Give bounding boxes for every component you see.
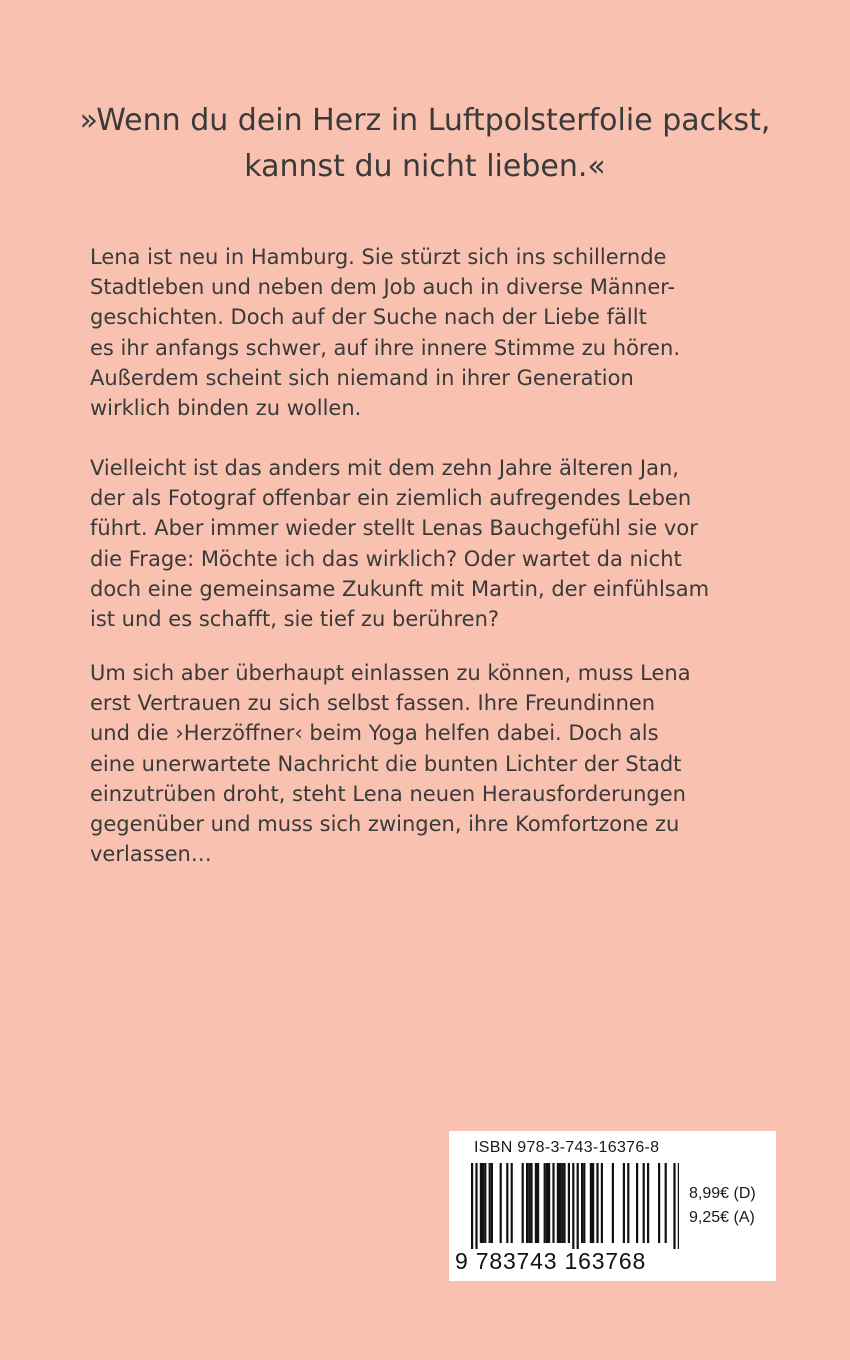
- blurb-line: Stadtleben und neben dem Job auch in diverse Männer-: [90, 275, 676, 300]
- blurb-line: der als Fotograf offenbar ein ziemlich aufregendes Leben: [90, 486, 692, 511]
- blurb-line: erst Vertrauen zu sich selbst fassen. Ihre Freundinnen: [90, 691, 656, 716]
- isbn-label: ISBN 978-3-743-16376-8: [474, 1139, 660, 1156]
- barcode-bar: [601, 1163, 603, 1243]
- barcode-bar: [491, 1163, 493, 1243]
- barcode-bar: [612, 1163, 614, 1243]
- barcode-bar: [678, 1163, 679, 1249]
- barcode-bar: [643, 1163, 645, 1243]
- barcode-bar: [530, 1163, 532, 1243]
- barcode-bar: [480, 1163, 482, 1243]
- price-germany: 8,99€ (D): [689, 1185, 756, 1202]
- barcode-bars: [469, 1163, 679, 1249]
- blurb-line: Um sich aber überhaupt einlassen zu können, muss Lena: [90, 661, 691, 685]
- tagline-quote: [60, 98, 790, 190]
- barcode-bar: [592, 1163, 594, 1243]
- barcode-graphic: [469, 1163, 679, 1249]
- blurb-line: einzutrüben droht, steht Lena neuen Herausforderungen: [90, 781, 686, 806]
- blurb-line: führt. Aber immer wieder stellt Lenas Bauchgefühl sie vor: [90, 516, 698, 541]
- barcode-bar: [522, 1163, 524, 1243]
- barcode-bar: [526, 1163, 528, 1243]
- barcode-bar: [590, 1163, 592, 1243]
- blurb-line: geschichten. Doch auf der Suche nach der Liebe fällt: [90, 305, 647, 330]
- barcode-bar: [559, 1163, 561, 1243]
- barcode-bar: [581, 1163, 583, 1243]
- barcode-bar: [583, 1163, 585, 1243]
- blurb-line: und die ›Herzöffner‹ beim Yoga helfen dabei. Doch als: [90, 721, 659, 746]
- blurb-line: Lena ist neu in Hamburg. Sie stürzt sich ins schillernde: [90, 245, 667, 269]
- barcode-bar: [577, 1163, 579, 1249]
- barcode-bar: [475, 1163, 477, 1249]
- barcode-bar: [544, 1163, 546, 1243]
- barcode-bar: [627, 1163, 629, 1243]
- barcode-bar: [557, 1163, 559, 1243]
- quote-line-1: »Wenn du dein Herz in Luftpolsterfolie packst,: [79, 103, 771, 138]
- price-austria: 9,25€ (A): [689, 1209, 755, 1226]
- barcode-bar: [511, 1163, 513, 1243]
- barcode-bar: [535, 1163, 537, 1243]
- blurb-line: ist und es schafft, sie tief zu berühren?: [90, 607, 500, 632]
- barcode-bar: [596, 1163, 598, 1243]
- blurb-paragraph-2: [90, 453, 790, 634]
- blurb-line: wirklich binden zu wollen.: [90, 396, 362, 421]
- blurb-line: Vielleicht ist das anders mit dem zehn Jahre älteren Jan,: [90, 456, 679, 480]
- barcode-bar: [673, 1163, 675, 1249]
- barcode-bar: [500, 1163, 502, 1243]
- blurb-line: Außerdem scheint sich niemand in ihrer Generation: [90, 365, 634, 390]
- blurb-line: doch eine gemeinsame Zukunft mit Martin, der einfühlsam: [90, 576, 710, 601]
- isbn-barcode-box: [449, 1131, 776, 1281]
- blurb-paragraph-3: [90, 658, 790, 869]
- barcode-bar: [636, 1163, 638, 1243]
- barcode-bar: [563, 1163, 565, 1243]
- barcode-bar: [572, 1163, 574, 1249]
- barcode-bar: [623, 1163, 625, 1243]
- barcode-bar: [568, 1163, 570, 1243]
- barcode-bar: [546, 1163, 548, 1243]
- barcode-bar: [489, 1163, 491, 1243]
- blurb-line: gegenüber und muss sich zwingen, ihre Komfortzone zu: [90, 812, 680, 837]
- quote-line-2: kannst du nicht lieben.«: [244, 149, 606, 184]
- barcode-bar: [506, 1163, 508, 1243]
- barcode-bar: [552, 1163, 554, 1243]
- barcode-bar: [647, 1163, 649, 1243]
- blurb-line: es ihr anfangs schwer, auf ihre innere Stimme zu hören.: [90, 335, 681, 360]
- barcode-bar: [658, 1163, 660, 1243]
- blurb-line: verlassen…: [90, 842, 212, 867]
- barcode-bar: [537, 1163, 539, 1243]
- blurb-line: die Frage: Möchte ich das wirklich? Oder wartet da nicht: [90, 546, 682, 571]
- barcode-bar: [484, 1163, 486, 1243]
- barcode-bar: [482, 1163, 484, 1243]
- barcode-bar: [471, 1163, 473, 1249]
- blurb-paragraph-1: [90, 242, 790, 423]
- barcode-bar: [665, 1163, 667, 1243]
- barcode-bar: [548, 1163, 550, 1243]
- barcode-bar: [561, 1163, 563, 1243]
- barcode-bar: [528, 1163, 530, 1243]
- blurb-line: eine unerwartete Nachricht die bunten Lichter der Stadt: [90, 751, 682, 776]
- barcode-digits: 9 783743 163768: [455, 1248, 647, 1274]
